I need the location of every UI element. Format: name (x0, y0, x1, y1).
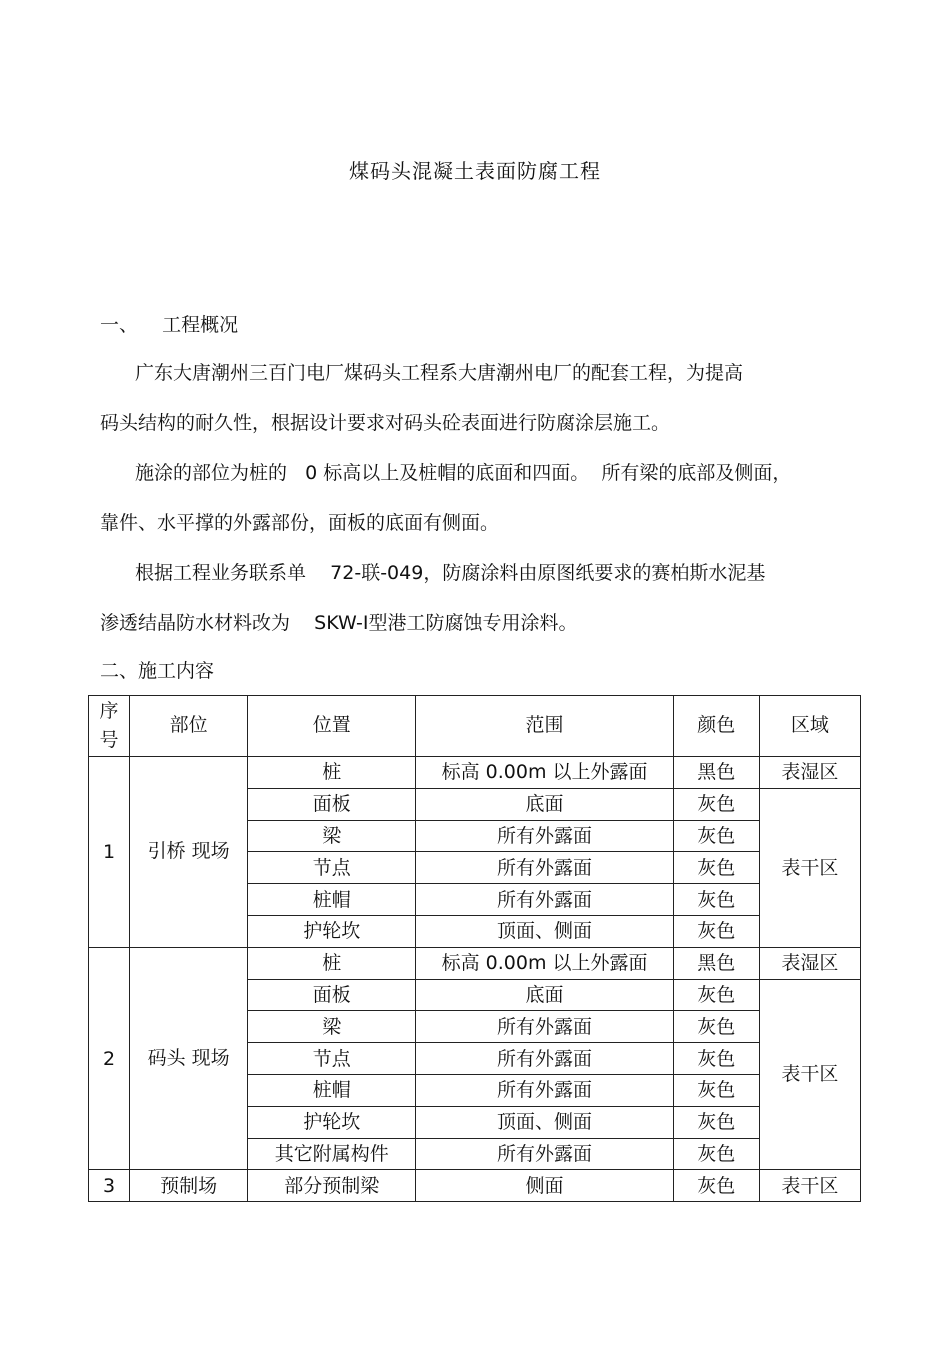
table-row (89, 1170, 861, 1202)
paragraph-2-line-2: 靠件、水平撑的外露部份，面板的底面有侧面。 (100, 512, 500, 534)
cell-part: 引桥 现场 (130, 757, 248, 948)
cell-range: 顶面、侧面 (416, 1106, 673, 1138)
cell-range: 所有外露面 (416, 1043, 673, 1075)
cell-range: 所有外露面 (416, 820, 673, 852)
cell-no: 3 (89, 1170, 130, 1202)
cell-range: 所有外露面 (416, 884, 673, 916)
header-position: 位置 (248, 696, 416, 757)
cell-zone: 表干区 (759, 788, 860, 947)
cell-position: 桩帽 (248, 1074, 416, 1106)
cell-zone: 表干区 (759, 979, 860, 1170)
cell-position: 部分预制梁 (248, 1170, 416, 1202)
paragraph-2-line-1: 施涂的部位为桩的 0 标高以上及桩帽的底面和四面。 所有梁的底部及侧面， (135, 462, 792, 484)
construction-content-table (88, 695, 861, 1202)
header-zone: 区域 (759, 696, 860, 757)
cell-position: 护轮坎 (248, 915, 416, 947)
paragraph-3-line-2: 渗透结晶防水材料改为 SKW-Ⅰ型港工防腐蚀专用涂料。 (100, 612, 578, 634)
cell-zone: 表湿区 (759, 947, 860, 979)
cell-position: 面板 (248, 788, 416, 820)
cell-range: 所有外露面 (416, 852, 673, 884)
cell-color: 灰色 (673, 884, 759, 916)
document-title: 煤码头混凝土表面防腐工程 (349, 159, 601, 183)
cell-color: 黑色 (673, 757, 759, 789)
cell-position: 节点 (248, 1043, 416, 1075)
table-row (89, 757, 861, 789)
cell-position: 护轮坎 (248, 1106, 416, 1138)
cell-position: 其它附属构件 (248, 1138, 416, 1170)
cell-no: 2 (89, 947, 130, 1170)
cell-range: 顶面、侧面 (416, 915, 673, 947)
header-color: 颜色 (673, 696, 759, 757)
section1-heading: 一、 工程概况 (100, 314, 239, 336)
cell-range: 标高 0.00m 以上外露面 (416, 757, 673, 789)
cell-part: 预制场 (130, 1170, 248, 1202)
cell-color: 灰色 (673, 1170, 759, 1202)
paragraph-1-line-1: 广东大唐潮州三百门电厂煤码头工程系大唐潮州电厂的配套工程，为提高 (135, 362, 744, 384)
cell-position: 节点 (248, 852, 416, 884)
cell-zone: 表湿区 (759, 757, 860, 789)
cell-color: 灰色 (673, 1138, 759, 1170)
cell-range: 标高 0.00m 以上外露面 (416, 947, 673, 979)
table-header-row (89, 696, 861, 757)
cell-no: 1 (89, 757, 130, 948)
cell-range: 所有外露面 (416, 1138, 673, 1170)
cell-position: 梁 (248, 1011, 416, 1043)
cell-range: 所有外露面 (416, 1011, 673, 1043)
cell-part: 码头 现场 (130, 947, 248, 1170)
paragraph-3-line-1: 根据工程业务联系单 72-联-049，防腐涂料由原图纸要求的赛柏斯水泥基 (135, 562, 766, 584)
cell-range: 底面 (416, 979, 673, 1011)
cell-position: 桩帽 (248, 884, 416, 916)
header-no: 序号 (89, 696, 130, 757)
cell-zone: 表干区 (759, 1170, 860, 1202)
cell-position: 面板 (248, 979, 416, 1011)
cell-range: 底面 (416, 788, 673, 820)
cell-color: 灰色 (673, 915, 759, 947)
paragraph-1-line-2: 码头结构的耐久性，根据设计要求对码头砼表面进行防腐涂层施工。 (100, 412, 671, 434)
cell-color: 灰色 (673, 979, 759, 1011)
cell-color: 灰色 (673, 1043, 759, 1075)
header-part: 部位 (130, 696, 248, 757)
header-range: 范围 (416, 696, 673, 757)
cell-color: 灰色 (673, 1074, 759, 1106)
cell-color: 灰色 (673, 788, 759, 820)
cell-position: 梁 (248, 820, 416, 852)
cell-range: 侧面 (416, 1170, 673, 1202)
cell-position: 桩 (248, 947, 416, 979)
cell-color: 黑色 (673, 947, 759, 979)
cell-color: 灰色 (673, 820, 759, 852)
cell-color: 灰色 (673, 1106, 759, 1138)
cell-color: 灰色 (673, 1011, 759, 1043)
table-row (89, 947, 861, 979)
cell-position: 桩 (248, 757, 416, 789)
cell-range: 所有外露面 (416, 1074, 673, 1106)
section2-heading: 二、施工内容 (100, 660, 215, 682)
cell-color: 灰色 (673, 852, 759, 884)
